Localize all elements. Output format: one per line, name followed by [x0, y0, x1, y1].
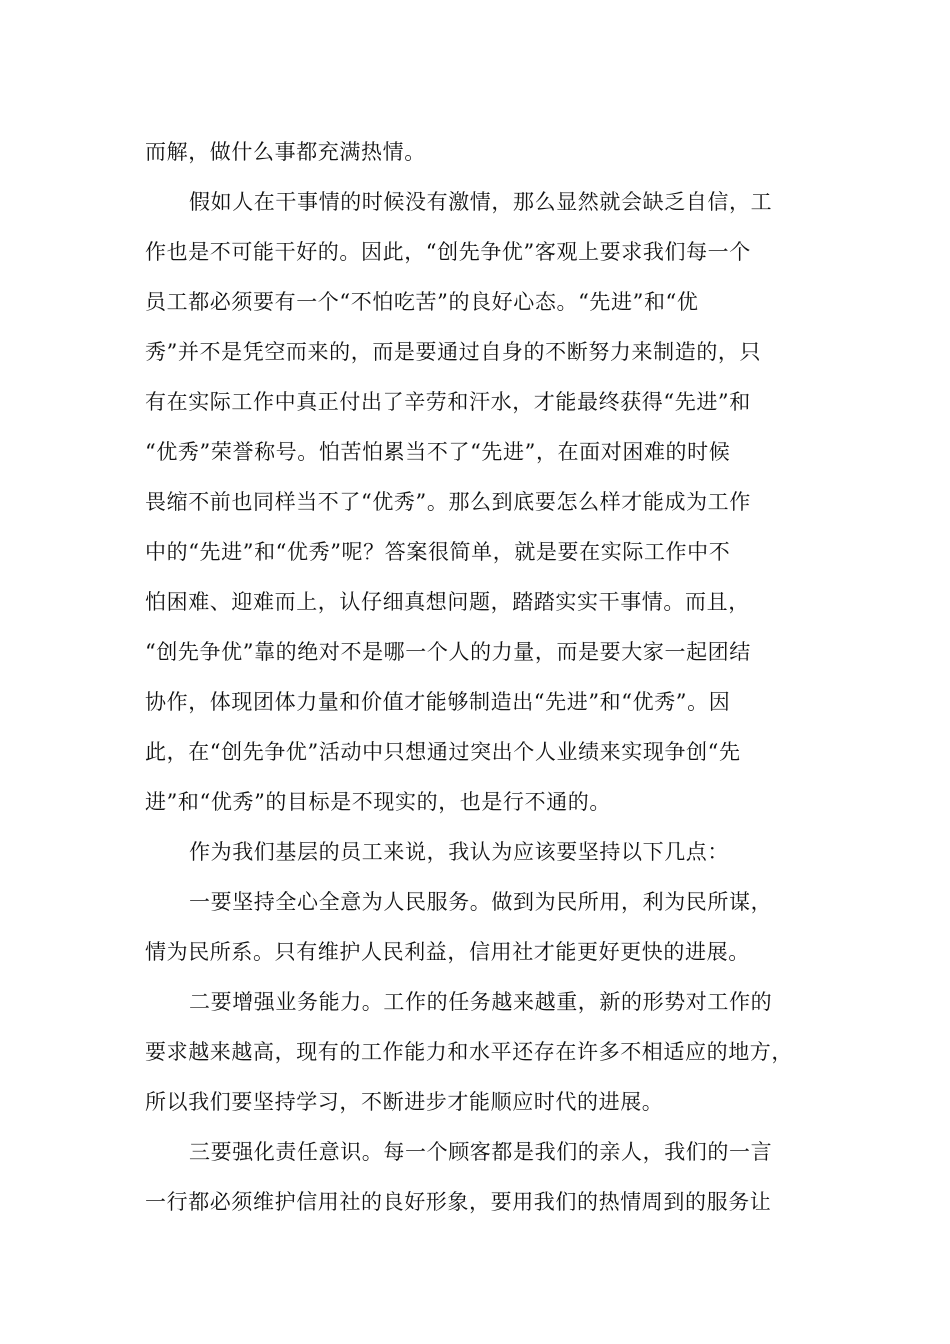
text-line: 所以我们要坚持学习，不断进步才能顺应时代的进展。	[145, 1090, 664, 1114]
text-line: “优秀”荣誉称号。怕苦怕累当不了“先进”，在面对困难的时候	[145, 440, 731, 464]
text-line: 三要强化责任意识。每一个顾客都是我们的亲人，我们的一言	[189, 1140, 773, 1164]
body-text	[145, 127, 807, 1227]
text-line: 作也是不可能干好的。因此，“创先争优”客观上要求我们每一个	[145, 240, 751, 264]
text-line: 员工都必须要有一个“不怕吃苦”的良好心态。“先进”和“优	[145, 290, 699, 314]
text-line: 情为民所系。只有维护人民利益，信用社才能更好更快的进展。	[145, 940, 750, 964]
text-line: 进”和“优秀”的目标是不现实的，也是行不通的。	[145, 790, 612, 814]
text-line: 畏缩不前也同样当不了“优秀”。那么到底要怎么样才能成为工作	[145, 490, 751, 514]
text-line: 要求越来越高，现有的工作能力和水平还存在许多不相适应的地方，	[145, 1040, 793, 1064]
text-line: 秀”并不是凭空而来的，而是要通过自身的不断努力来制造的，只	[145, 340, 762, 364]
text-line: 作为我们基层的员工来说，我认为应该要坚持以下几点：	[189, 840, 729, 864]
text-line: 假如人在干事情的时候没有激情，那么显然就会缺乏自信，工	[189, 190, 773, 214]
text-line: 二要增强业务能力。工作的任务越来越重，新的形势对工作的	[189, 990, 773, 1014]
text-line: 有在实际工作中真正付出了辛劳和汗水，才能最终获得“先进”和	[145, 390, 751, 414]
text-line: 而解，做什么事都充满热情。	[145, 140, 426, 164]
text-line: 怕困难、迎难而上，认仔细真想问题，踏踏实实干事情。而且，	[145, 590, 750, 614]
text-line: “创先争优”靠的绝对不是哪一个人的力量，而是要大家一起团结	[145, 640, 751, 664]
text-line: 一行都必须维护信用社的良好形象，要用我们的热情周到的服务让	[145, 1190, 772, 1214]
text-line: 协作，体现团体力量和价值才能够制造出“先进”和“优秀”。因	[145, 690, 731, 714]
text-line: 此，在“创先争优”活动中只想通过突出个人业绩来实现争创“先	[145, 740, 741, 764]
text-line: 一要坚持全心全意为人民服务。做到为民所用，利为民所谋，	[189, 890, 773, 914]
text-line: 中的“先进”和“优秀”呢？答案很简单，就是要在实际工作中不	[145, 540, 731, 564]
